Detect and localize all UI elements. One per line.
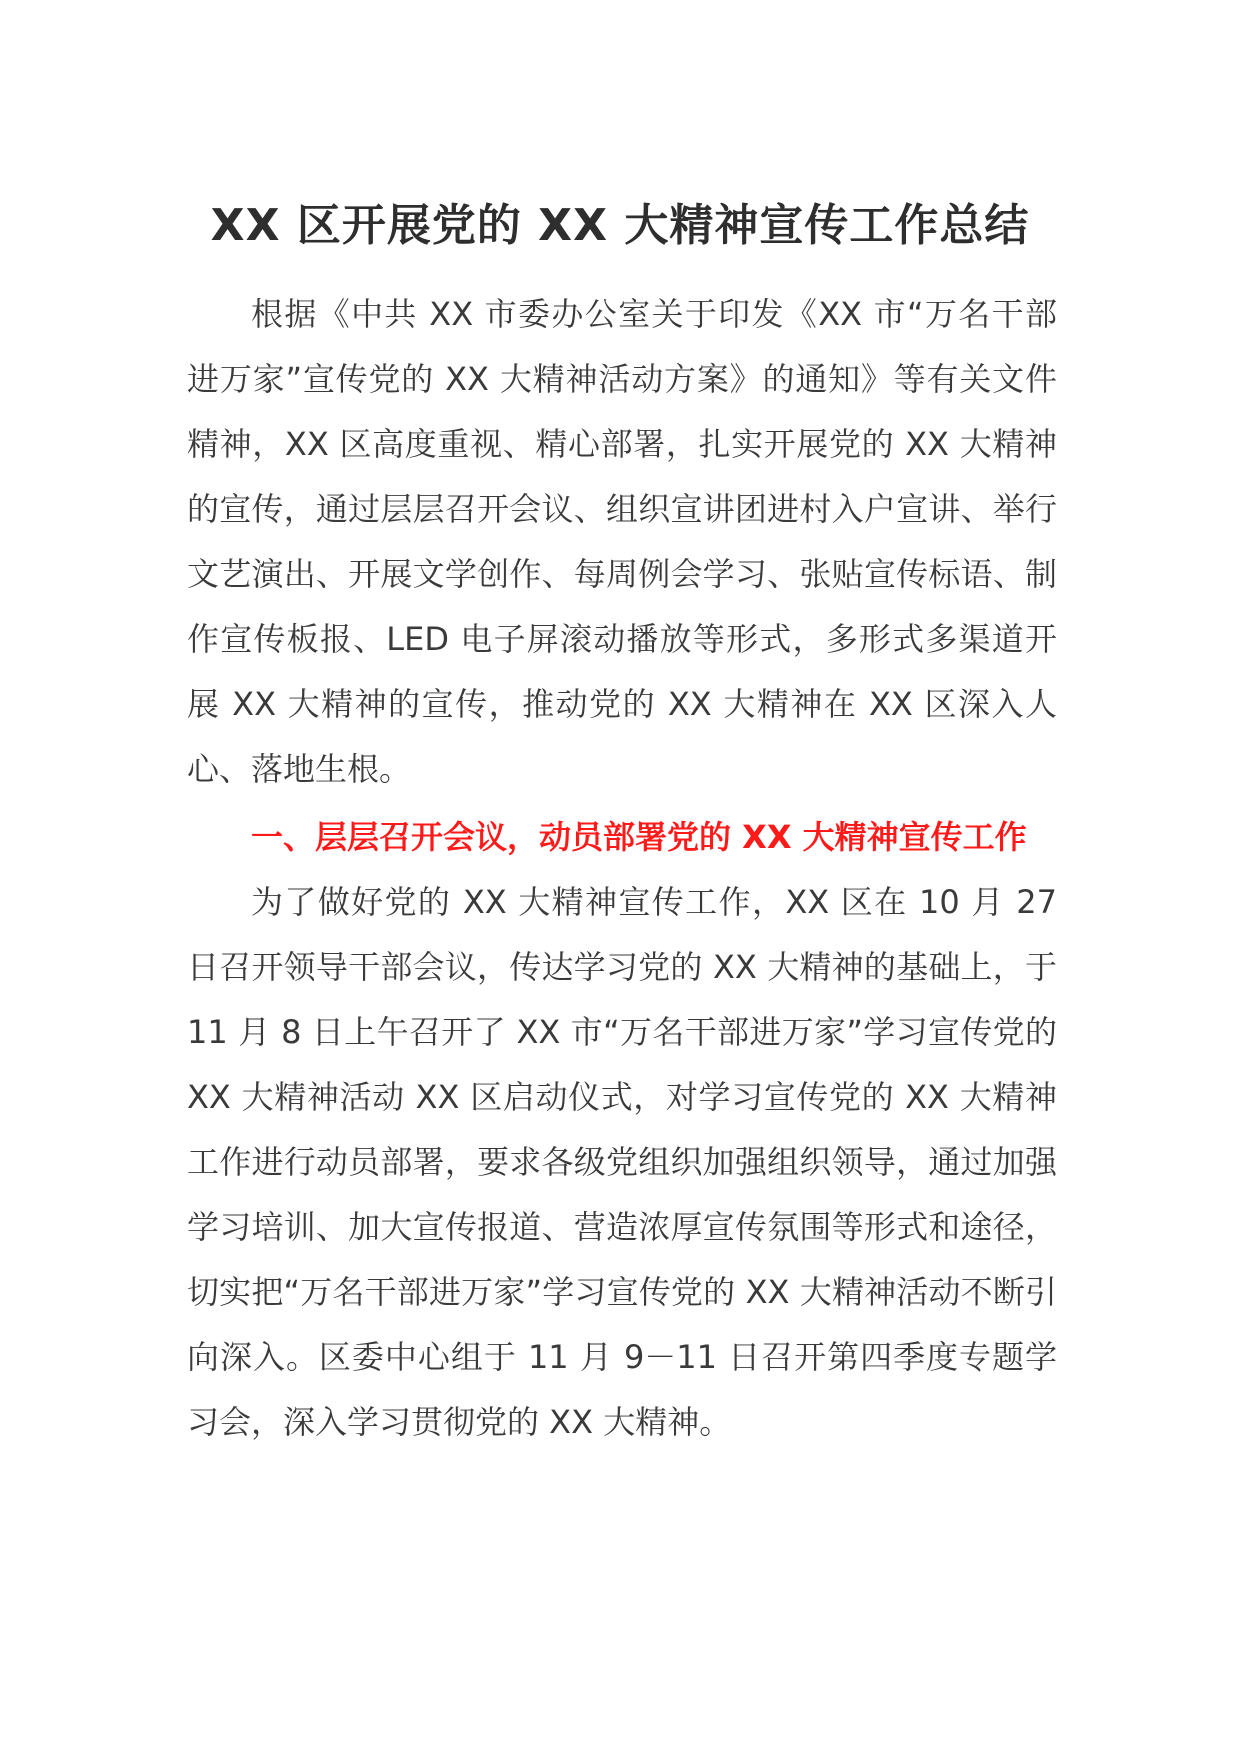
intro-paragraph: 根据《中共 XX 市委办公室关于印发《XX 市“万名干部进万家”宣传党的 XX 大精神活动方案》的通知》等有关文件精神，XX 区高度重视、精心部署，扎实开展党的 XX 大精神的宣传，通过层层召开会议、组织宣讲团进村入户宣讲、举行文艺演出、开展文学创作、每周例会学习、张贴宣传标语、制作宣传板报、LED 电子屏滚动播放等形式，多形式多渠道开展 XX 大精神的宣传，推动党的 XX 大精神在 XX 区深入人心、落地生根。	[187, 295, 1057, 788]
document-title: XX 区开展党的 XX 大精神宣传工作总结	[210, 200, 1030, 251]
section-heading-1: 一、层层召开会议，动员部署党的 XX 大精神宣传工作	[251, 818, 1027, 856]
section-1-paragraph: 为了做好党的 XX 大精神宣传工作，XX 区在 10 月 27 日召开领导干部会议，传达学习党的 XX 大精神的基础上，于 11 月 8 日上午召开了 XX 市“万名干部进万家”学习宣传党的 XX 大精神活动 XX 区启动仪式，对学习宣传党的 XX 大精神工作进行动员部署，要求各级党组织加强组织领导，通过加强学习培训、加大宣传报道、营造浓厚宣传氛围等形式和途径，切实把“万名干部进万家”学习宣传党的 XX 大精神活动不断引向深入。区委中心组于 11 月 9－11 日召开第四季度专题学习会，深入学习贯彻党的 XX 大精神。	[187, 883, 1057, 1441]
